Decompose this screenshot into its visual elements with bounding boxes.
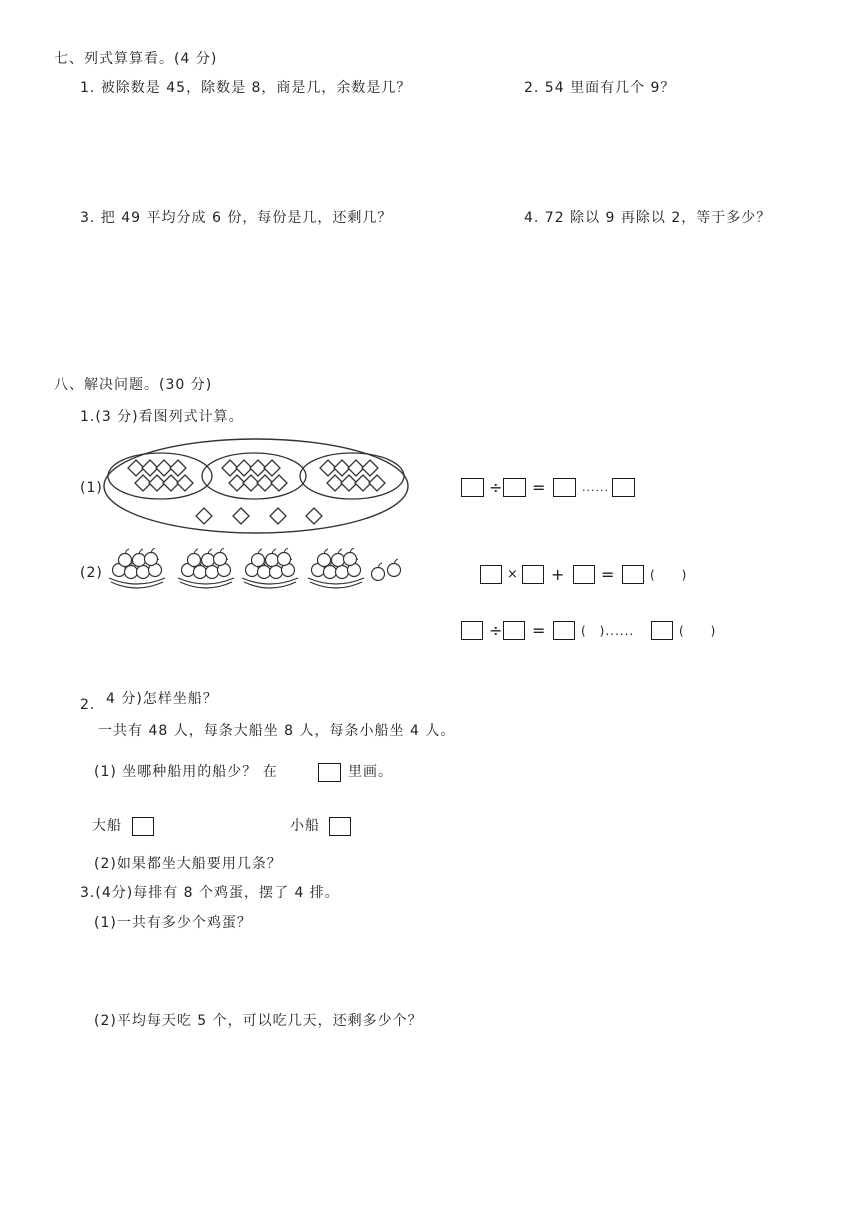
answer-box[interactable] xyxy=(622,565,644,584)
question-7-2: 2. 54 里面有几个 9？ xyxy=(524,80,676,96)
equals-sign: = xyxy=(601,565,616,584)
big-boat-checkbox[interactable] xyxy=(132,817,154,836)
plus-sign: + xyxy=(551,565,566,584)
answer-box[interactable] xyxy=(553,478,576,497)
apple-baskets-illustration xyxy=(104,548,414,600)
section-8-heading: 八、解决问题。(30 分) xyxy=(54,377,213,393)
small-boat-label: 小船 xyxy=(290,818,320,834)
example-box xyxy=(318,763,341,782)
answer-box[interactable] xyxy=(461,478,484,497)
divide-sign: ÷ xyxy=(489,478,504,497)
remainder-dots: ...... xyxy=(582,481,609,494)
problem-2-description: 一共有 48 人，每条大船坐 8 人，每条小船坐 4 人。 xyxy=(98,723,456,739)
unit-parentheses[interactable]: ( ) xyxy=(679,624,717,638)
multiply-sign: × xyxy=(507,567,519,582)
answer-box[interactable] xyxy=(612,478,635,497)
question-7-4: 4. 72 除以 9 再除以 2，等于多少？ xyxy=(524,210,772,226)
problem-2-sub1-prefix: (1) 坐哪种船用的船少？ 在 xyxy=(94,764,278,780)
answer-box[interactable] xyxy=(573,565,595,584)
unit-parentheses-remainder[interactable]: ( )...... xyxy=(581,624,635,638)
problem-3-sub2: (2)平均每天吃 5 个，可以吃几天，还剩多少个？ xyxy=(94,1013,423,1029)
section-7-heading: 七、列式算算看。(4 分) xyxy=(54,51,218,67)
answer-box[interactable] xyxy=(651,621,673,640)
equals-sign: = xyxy=(532,621,547,640)
answer-box[interactable] xyxy=(503,621,525,640)
answer-box[interactable] xyxy=(522,565,544,584)
problem-2-title: 4 分)怎样坐船？ xyxy=(106,691,218,707)
problem-2-number: 2. xyxy=(80,697,96,713)
answer-box[interactable] xyxy=(461,621,483,640)
divide-sign: ÷ xyxy=(489,621,504,640)
problem-3-title: 3.(4分)每排有 8 个鸡蛋，摆了 4 排。 xyxy=(80,885,340,901)
answer-box[interactable] xyxy=(503,478,526,497)
problem-2-sub1-suffix: 里画。 xyxy=(348,764,393,780)
picture-2-label: (2) xyxy=(80,565,103,581)
equals-sign: = xyxy=(532,478,547,497)
big-boat-label: 大船 xyxy=(92,818,122,834)
picture-1-label: (1) xyxy=(80,480,103,496)
unit-parentheses[interactable]: ( ) xyxy=(650,568,688,582)
problem-3-sub1: (1)一共有多少个鸡蛋？ xyxy=(94,915,252,931)
question-7-1: 1. 被除数是 45，除数是 8，商是几，余数是几？ xyxy=(80,80,412,96)
answer-box[interactable] xyxy=(553,621,575,640)
problem-2-sub2: (2)如果都坐大船要用几条？ xyxy=(94,856,282,872)
small-boat-checkbox[interactable] xyxy=(329,817,351,836)
problem-1-title: 1.(3 分)看图列式计算。 xyxy=(80,409,244,425)
answer-box[interactable] xyxy=(480,565,502,584)
question-7-3: 3. 把 49 平均分成 6 份，每份是几，还剩几？ xyxy=(80,210,393,226)
diamond-groups-illustration xyxy=(96,434,416,538)
